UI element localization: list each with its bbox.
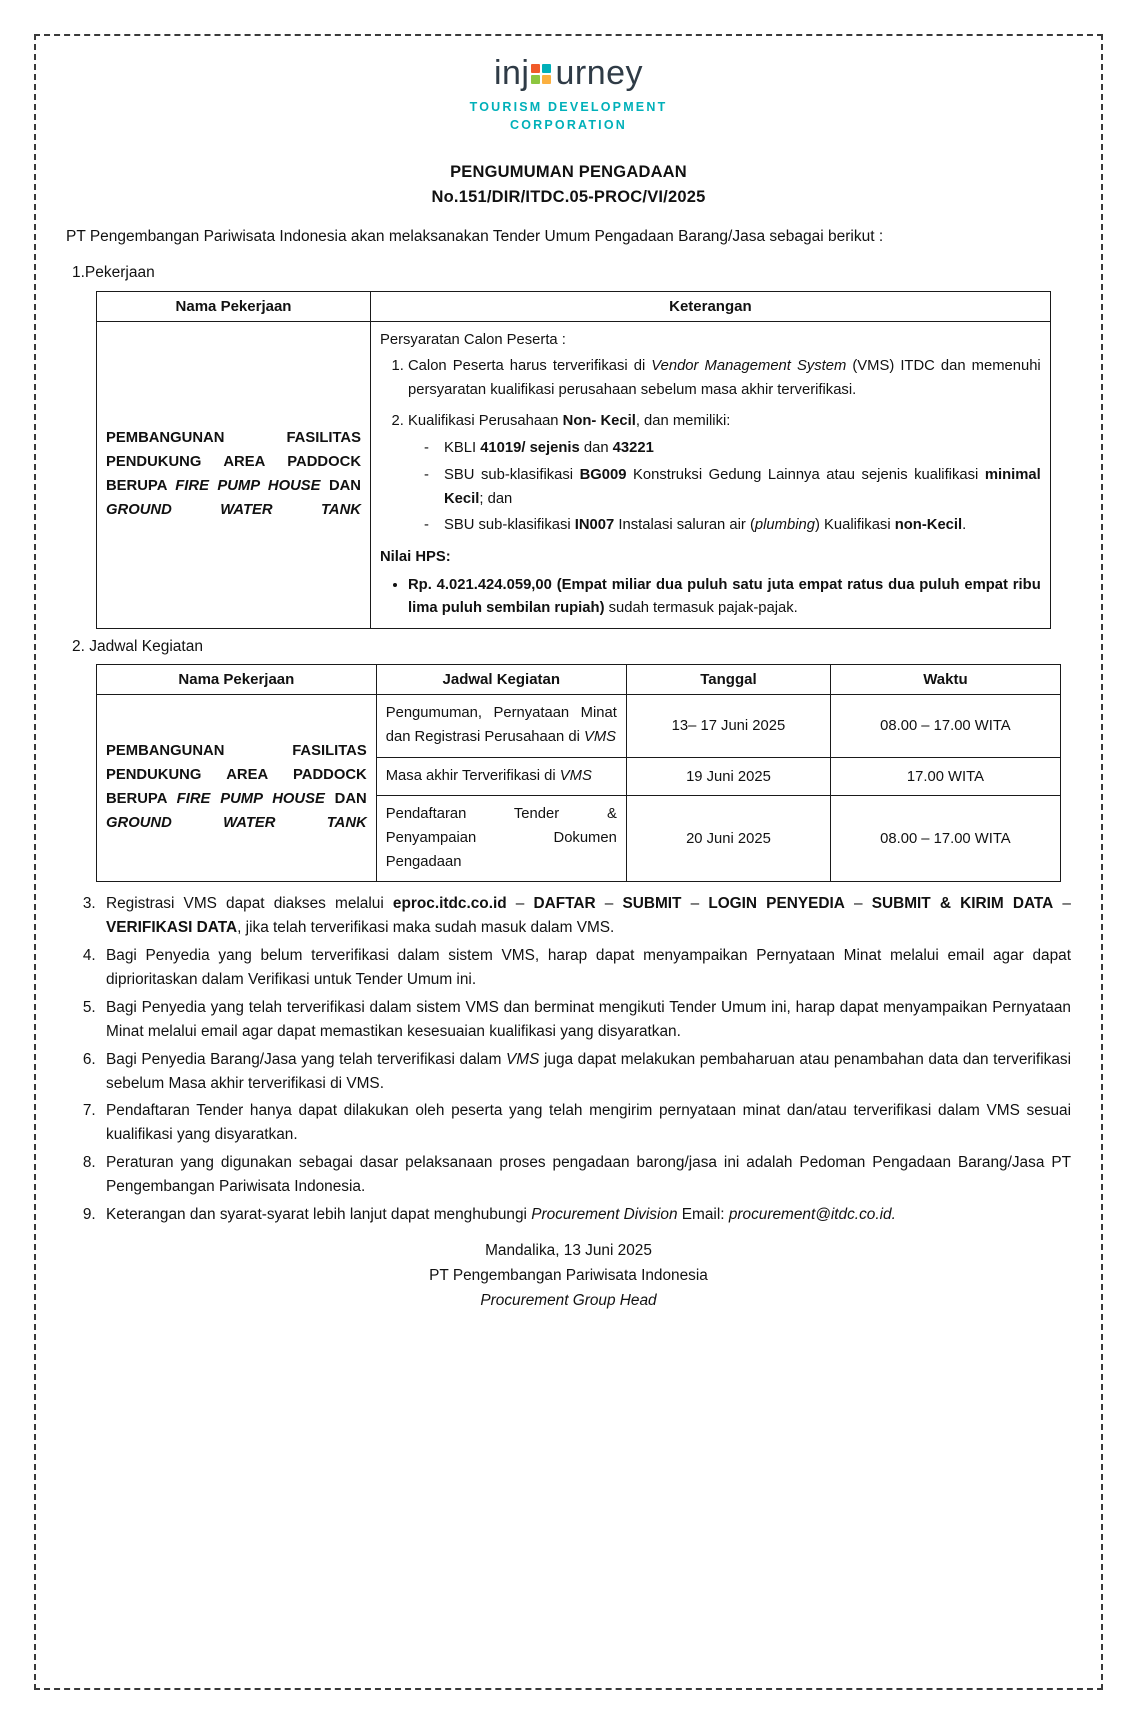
section-label-jadwal: 2. Jadwal Kegiatan [72, 638, 203, 656]
table-pekerjaan [96, 291, 1051, 629]
th-nama-pekerjaan-2: Nama Pekerjaan [97, 665, 377, 695]
th-waktu: Waktu [831, 665, 1061, 695]
note-item-6: 6. Bagi Penyedia Barang/Jasa yang telah terverifikasi dalam VMS juga dapat melakukan pembaharuan atau penambahan data dan terverifikasi sebelum Masa akhir terverifikasi di VMS. [100, 1048, 1071, 1096]
notes-list [66, 892, 1071, 1226]
logo-wordmark [494, 56, 643, 92]
note-item-7: 7. Pendaftaran Tender hanya dapat dilakukan oleh peserta yang telah mengirim pernyataan minat dan/atau terverifikasi dalam VMS sesuai kualifikasi yang disyaratkan. [100, 1099, 1071, 1147]
cell-date-1: 13– 17 Juni 2025 [626, 695, 830, 757]
cell-activity-1: Pengumuman, Pernyataan Minat dan Registrasi Perusahaan di VMS [376, 695, 626, 757]
hps-value: • Rp. 4.021.424.059,00 (Empat miliar dua puluh satu juta empat ratus dua puluh empat ribu lima puluh sembilan rupiah) sudah termasuk pajak-pajak. [408, 574, 1041, 621]
th-keterangan: Keterangan [371, 291, 1051, 321]
requirement-item-2: 2. Kualifikasi Perusahaan Non- Kecil, dan memiliki: - KBLI 41019/ sejenis dan 43221 - SBU sub-klasifikasi BG009 Konstruksi Gedung Lainnya atau sejenis kualifikasi minimal Kecil; dan - SBU sub-klasifikasi IN007 Instalasi saluran air (plumbing) Kualifikasi non-Kecil. [408, 410, 1041, 538]
note-item-5: 5. Bagi Penyedia yang telah terverifikasi dalam sistem VMS dan berminat mengikuti Tender Umum ini, harap dapat menyampaikan Pernyataan Minat melalui email agar dapat memastikan kesesuaian kualifikasi yang disyaratkan. [100, 996, 1071, 1044]
qualification-item-kbli: - KBLI 41019/ sejenis dan 43221 [422, 437, 1041, 461]
hps-list [380, 574, 1041, 621]
cell-time-3: 08.00 – 17.00 WITA [831, 796, 1061, 882]
requirements-title: Persyaratan Calon Peserta : [380, 331, 566, 348]
th-tanggal: Tanggal [626, 665, 830, 695]
logo-subtitle-line1: TOURISM DEVELOPMENT [469, 99, 668, 114]
logo-wordmark-after: urney [555, 54, 644, 92]
table-row [97, 321, 1051, 628]
logo-subtitle [66, 98, 1071, 134]
footer-company: PT Pengembangan Pariwisata Indonesia [429, 1266, 708, 1284]
document-content [66, 32, 1071, 1314]
cell-work-name-2: PEMBANGUNAN FASILITAS PENDUKUNG AREA PADDOCK BERUPA FIRE PUMP HOUSE DAN GROUND WATER TANK [97, 695, 377, 882]
note-item-9: 9. Keterangan dan syarat-syarat lebih lanjut dapat menghubungi Procurement Division Email: procurement@itdc.co.id. [100, 1203, 1071, 1227]
note-item-3: 3. Registrasi VMS dapat diakses melalui eproc.itdc.co.id – DAFTAR – SUBMIT – LOGIN PENYEDIA – SUBMIT & KIRIM DATA – VERIFIKASI DATA, jika telah terverifikasi maka sudah masuk dalam VMS. [100, 892, 1071, 940]
note-item-4: 4. Bagi Penyedia yang belum terverifikasi dalam sistem VMS, harap dapat menyampaikan Pernyataan Minat melalui email agar dapat diprioritaskan dalam Verifikasi untuk Tender Umum ini. [100, 944, 1071, 992]
cell-time-1: 08.00 – 17.00 WITA [831, 695, 1061, 757]
section-label-pekerjaan: 1.Pekerjaan [72, 264, 155, 282]
company-logo [66, 56, 1071, 134]
logo-subtitle-line2: CORPORATION [509, 117, 628, 132]
qualification-item-in007: - SBU sub-klasifikasi IN007 Instalasi saluran air (plumbing) Kualifikasi non-Kecil. [422, 514, 1041, 538]
intro-paragraph: PT Pengembangan Pariwisata Indonesia akan melaksanakan Tender Umum Pengadaan Barang/Jasa sebagai berikut : [66, 228, 884, 246]
cell-date-3: 20 Juni 2025 [626, 796, 830, 882]
requirement-item-1: 1. Calon Peserta harus terverifikasi di Vendor Management System (VMS) ITDC dan memenuhi persyaratan kualifikasi perusahaan sebelum masa akhir terverifikasi. [408, 355, 1041, 402]
th-nama-pekerjaan: Nama Pekerjaan [97, 291, 371, 321]
qualification-sublist [408, 437, 1041, 538]
table-jadwal-kegiatan [96, 664, 1061, 882]
logo-wordmark-before: inj [493, 54, 530, 92]
cell-activity-3: Pendaftaran Tender & Penyampaian Dokumen Pengadaan [376, 796, 626, 882]
th-jadwal-kegiatan: Jadwal Kegiatan [376, 665, 626, 695]
requirements-list [380, 355, 1041, 538]
qualification-item-bg009: - SBU sub-klasifikasi BG009 Konstruksi Gedung Lainnya atau sejenis kualifikasi minimal Kecil; dan [422, 464, 1041, 511]
page-title: PENGUMUMAN PENGADAAN [450, 162, 687, 181]
document-footer [66, 1239, 1071, 1314]
cell-time-2: 17.00 WITA [831, 757, 1061, 796]
cell-activity-2: Masa akhir Terverifikasi di VMS [376, 757, 626, 796]
footer-place-date: Mandalika, 13 Juni 2025 [485, 1241, 652, 1259]
logo-squares-icon [529, 62, 555, 88]
note-item-8: 8. Peraturan yang digunakan sebagai dasar pelaksanaan proses pengadaan barong/jasa ini adalah Pedoman Pengadaan Barang/Jasa PT Pengembangan Pariwisata Indonesia. [100, 1151, 1071, 1199]
cell-work-name: PEMBANGUNAN FASILITAS PENDUKUNG AREA PADDOCK BERUPA FIRE PUMP HOUSE DAN GROUND WATER TANK [97, 321, 371, 628]
document-number: No.151/DIR/ITDC.05-PROC/VI/2025 [431, 187, 706, 206]
table-row [97, 695, 1061, 757]
cell-date-2: 19 Juni 2025 [626, 757, 830, 796]
table-header-row [97, 665, 1061, 695]
footer-signatory: Procurement Group Head [480, 1291, 657, 1309]
table-header-row [97, 291, 1051, 321]
hps-label: Nilai HPS: [380, 549, 451, 566]
cell-keterangan [371, 321, 1051, 628]
